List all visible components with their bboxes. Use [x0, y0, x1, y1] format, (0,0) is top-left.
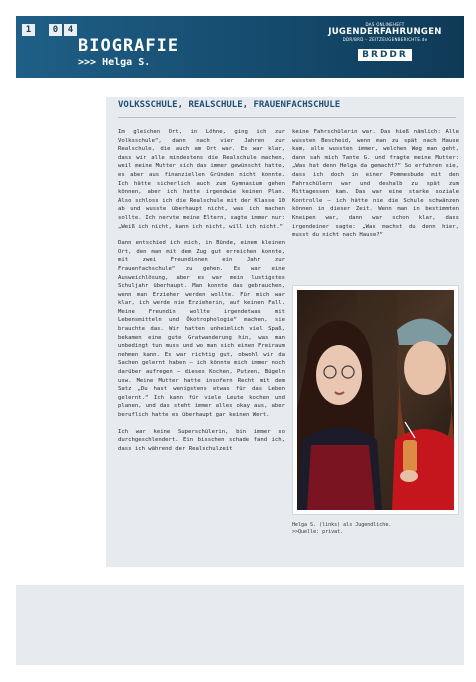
- page-digit-gap: [37, 24, 47, 36]
- text-column-left: [118, 128, 285, 461]
- page-digit: 4: [64, 24, 77, 36]
- brand-url: DDR/BRD – ZEITZEUGENBERICHTE.de: [342, 37, 428, 42]
- brand-name: JUGENDERFAHRUNGEN: [328, 27, 442, 37]
- portrait-photo: [297, 290, 454, 510]
- paragraph: Ich war keine Superschülerin, bin immer so durchgeschlendert. Ein bisschen schade fand ich, dass ich während der Realschulzeit: [118, 428, 285, 452]
- brand-badge: BRDDR: [358, 49, 412, 61]
- brand-logo: [326, 22, 444, 61]
- section-heading: VOLKSSCHULE, REALSCHULE, FRAUENFACHSCHULE: [118, 100, 341, 110]
- photo-caption: [292, 522, 457, 536]
- paragraph: keine Fahrschülerin war. Das hieß nämlich: Alle wussten Bescheid, wenn man zu spät nach Hause kam, alle wussten immer, welchen Weg man geht, dann sah mich Tante G. und fragte meine Mutter: „Was hat denn Helga da gemacht?“ So erfuhren sie, dass ich doch in einer Pommesbude mit den Fahrschülern war und deshalb zu spät zum Mittagessen kam. Das war eine starke soziale Kontrolle – ich hätte nie die Schule schwänzen können in dieser Zeit. Wenn man in bestimmten Kneipen war, dann war schon klar, dass irgendeiner sagte: „Was machst du denn hier, musst du nicht nach Hause?“: [292, 129, 459, 239]
- footer-panel: [16, 585, 464, 665]
- photo-frame: [292, 285, 459, 515]
- paragraph: Dann entschied ich mich, in Bünde, einem kleinen Ort, den man mit dem Zug gut erreichen konnte, mit zwei Freundinnen ein Jahr zur Frauenfachschule“ zu gehen. Es war eine Ausweichlösung, aber es war mein lustigstes Schuljahr überhaupt. Man konnte das gebrauchen, wenn man Erzieher werden wollte. Für mich war klar, ich werde nie Erzieherin, auf keinen Fall. Meine Freundin wollte irgendetwas mit Lebensmitteln und Ökotrophologie“ machen, sie brauchte das. Wir hatten unheimlich viel Spaß, bekamen eine gute Gratwanderung hin, was man unbedingt tun muss und wo man sich einen Freiraum nehmen kann. Es war richtig gut, obwohl wir da Sachen gelernt haben – ich könnte mich immer noch darüber aufregen – dieses Kochen, Putzen, Bügeln usw. Meine Mutter hatte insofern Recht mit dem Satz „Du hast wenigstens etwas für das Leben gelernt.“ Ich kann für viele Leute kochen und planen, und das steht immer alles okay aus, aber beruflich hatte es überhaupt gar keinen Wert.: [118, 240, 285, 418]
- heading-divider: [118, 117, 456, 118]
- brand-tagline: DAS ONLINEHEFT: [365, 22, 405, 27]
- page-header: [16, 16, 464, 78]
- article-panel: [106, 97, 464, 567]
- page-digit: 1: [22, 24, 35, 36]
- page-subtitle: >>> Helga S.: [78, 57, 151, 68]
- caption-text: Helga S. (links) als Jugendliche.: [292, 522, 392, 528]
- page-digit: 0: [49, 24, 62, 36]
- paragraph: Im gleichen Ort, in Löhne, ging ich zur Volksschule“, dann nach vier Jahren zur Realschule, die auch am Ort war. Es war klar, dass wir alle mindestens die Realschule machen, weil meine Mutter sich das immer gewünscht hatte, es aber aus finanziellen Gründen nicht konnte. Ich hätte sicherlich auch zum Gymnasium gehen können, aber ich hatte irgendwie keinen Plan. Also schloss ich die Realschule mit der Klasse 10 ab und wusste überhaupt nicht, was ich machen sollte. Ich nervte meine Eltern, sagte immer nur: „Weiß ich nicht, kann ich nicht, will ich nicht.“: [118, 129, 285, 230]
- text-column-right: [292, 128, 459, 248]
- page-title: BIOGRAFIE: [78, 36, 180, 56]
- caption-source: >>Quelle: privat.: [292, 529, 344, 535]
- page-number: [22, 24, 77, 36]
